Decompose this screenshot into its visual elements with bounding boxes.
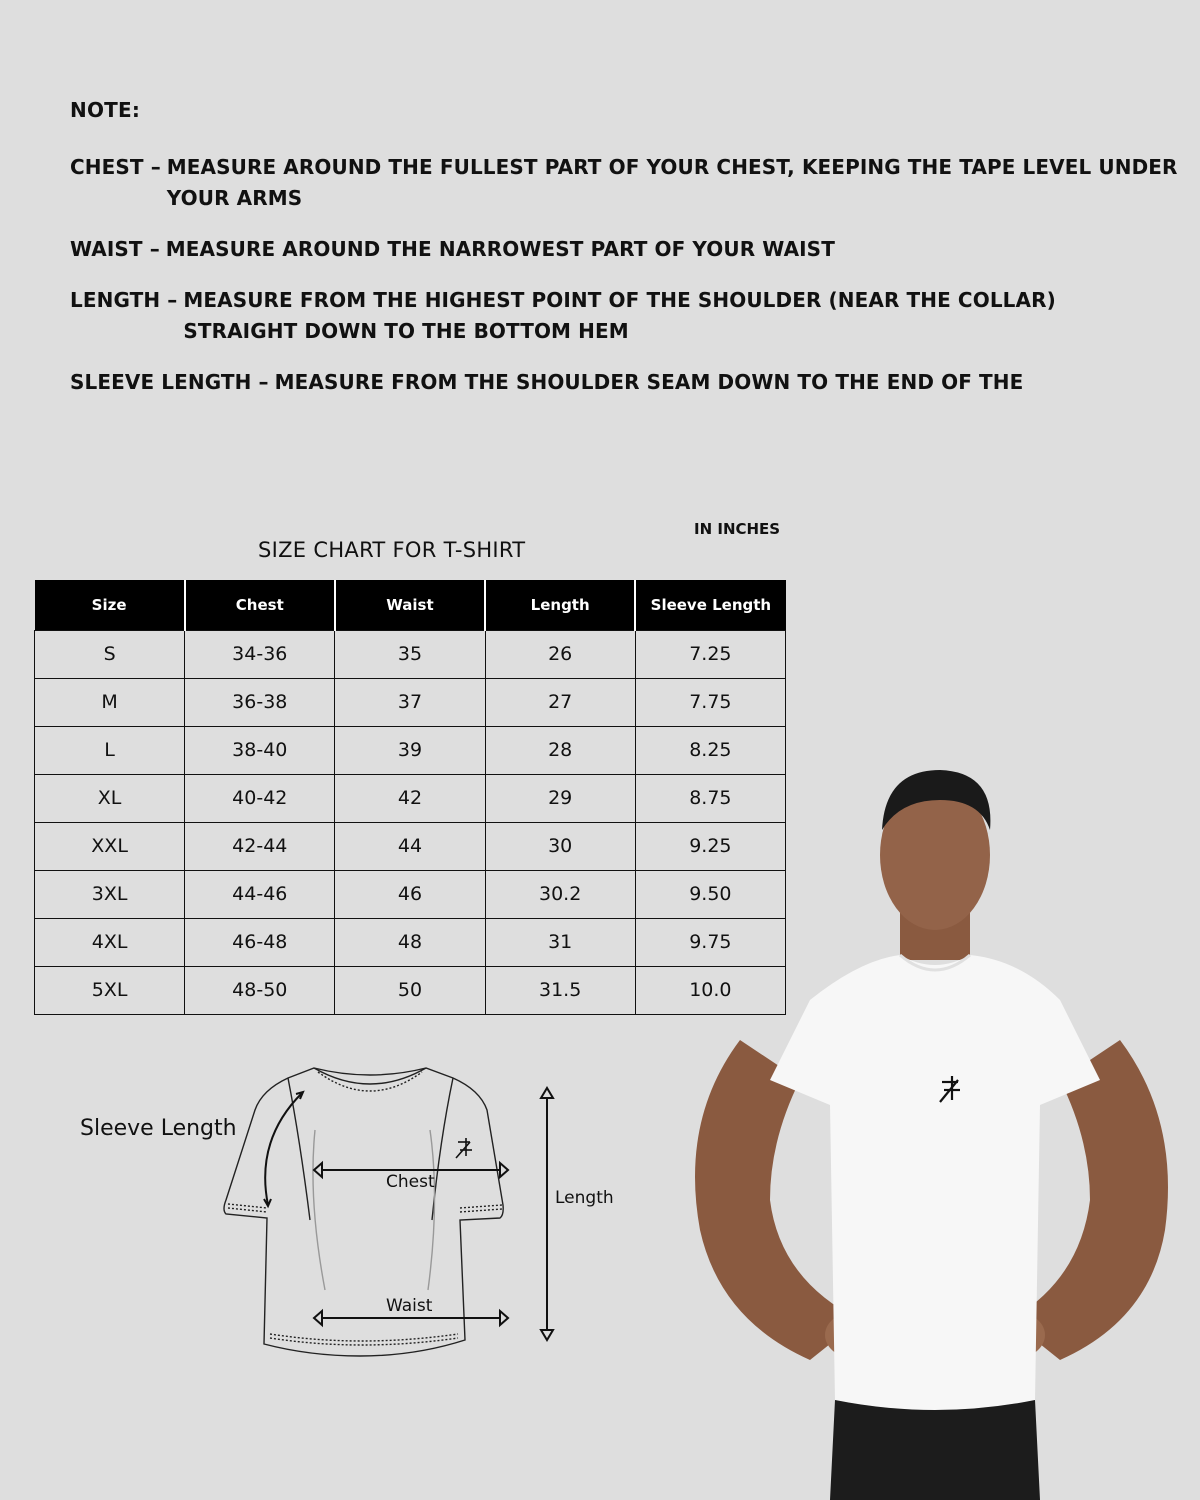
waist-label: Waist	[386, 1296, 433, 1316]
note-desc: MEASURE AROUND THE NARROWEST PART OF YOUR WAIST	[165, 237, 835, 261]
tshirt-outline-icon	[60, 1060, 640, 1360]
cell-size: 5XL	[35, 966, 185, 1014]
cell-sleeve-length: 9.75	[635, 918, 785, 966]
cell-sleeve-length: 10.0	[635, 966, 785, 1014]
cell-sleeve-length: 7.25	[635, 630, 785, 678]
note-chest	[70, 152, 1180, 214]
cell-chest: 42-44	[185, 822, 335, 870]
table-row	[35, 630, 786, 678]
cell-length: 27	[485, 678, 635, 726]
size-chart-title: SIZE CHART FOR T-SHIRT	[258, 538, 526, 562]
sleeve-length-label: Sleeve Length	[80, 1116, 237, 1141]
cell-chest: 34-36	[185, 630, 335, 678]
table-header-row	[35, 580, 786, 630]
cell-sleeve-length: 8.25	[635, 726, 785, 774]
note-term: LENGTH –	[70, 288, 178, 312]
measurement-notes	[70, 98, 1180, 418]
cell-length: 30.2	[485, 870, 635, 918]
cell-sleeve-length: 7.75	[635, 678, 785, 726]
model-wearing-tshirt-image	[660, 760, 1200, 1500]
length-label: Length	[555, 1188, 614, 1208]
model-photo	[660, 760, 1200, 1500]
cell-waist: 44	[335, 822, 485, 870]
cell-length: 31	[485, 918, 635, 966]
notes-heading: NOTE:	[70, 98, 141, 122]
table-row	[35, 678, 786, 726]
cell-size: M	[35, 678, 185, 726]
header-waist: Waist	[335, 580, 485, 630]
note-desc: MEASURE FROM THE SHOULDER SEAM DOWN TO THE END OF THE	[274, 370, 1024, 394]
cell-waist: 35	[335, 630, 485, 678]
cell-size: L	[35, 726, 185, 774]
note-desc: MEASURE AROUND THE FULLEST PART OF YOUR CHEST, KEEPING THE TAPE LEVEL UNDER YOUR ARMS	[166, 155, 1178, 210]
cell-size: S	[35, 630, 185, 678]
cell-chest: 46-48	[185, 918, 335, 966]
header-sleeve-length: Sleeve Length	[635, 580, 785, 630]
cell-waist: 37	[335, 678, 485, 726]
cell-length: 26	[485, 630, 635, 678]
cell-waist: 50	[335, 966, 485, 1014]
cell-chest: 36-38	[185, 678, 335, 726]
cell-sleeve-length: 9.50	[635, 870, 785, 918]
cell-waist: 39	[335, 726, 485, 774]
note-length	[70, 285, 1180, 347]
cell-waist: 48	[335, 918, 485, 966]
header-length: Length	[485, 580, 635, 630]
chest-label: Chest	[386, 1172, 435, 1192]
cell-length: 31.5	[485, 966, 635, 1014]
cell-size: 4XL	[35, 918, 185, 966]
note-term: SLEEVE LENGTH –	[70, 370, 269, 394]
cell-size: XXL	[35, 822, 185, 870]
cell-chest: 40-42	[185, 774, 335, 822]
cell-length: 28	[485, 726, 635, 774]
note-term: CHEST –	[70, 155, 161, 179]
cell-length: 30	[485, 822, 635, 870]
cell-chest: 44-46	[185, 870, 335, 918]
cell-size: XL	[35, 774, 185, 822]
header-size: Size	[35, 580, 185, 630]
tshirt-measurement-diagram	[60, 1060, 640, 1360]
note-term: WAIST –	[70, 237, 160, 261]
cell-chest: 38-40	[185, 726, 335, 774]
header-chest: Chest	[185, 580, 335, 630]
cell-sleeve-length: 9.25	[635, 822, 785, 870]
cell-sleeve-length: 8.75	[635, 774, 785, 822]
cell-chest: 48-50	[185, 966, 335, 1014]
cell-waist: 42	[335, 774, 485, 822]
note-waist	[70, 234, 1180, 265]
note-sleeve-length	[70, 367, 1180, 398]
cell-length: 29	[485, 774, 635, 822]
units-label: IN INCHES	[694, 520, 781, 538]
cell-waist: 46	[335, 870, 485, 918]
note-desc: MEASURE FROM THE HIGHEST POINT OF THE SHOULDER (NEAR THE COLLAR) STRAIGHT DOWN TO THE BOTTOM HEM	[183, 288, 1056, 343]
cell-size: 3XL	[35, 870, 185, 918]
